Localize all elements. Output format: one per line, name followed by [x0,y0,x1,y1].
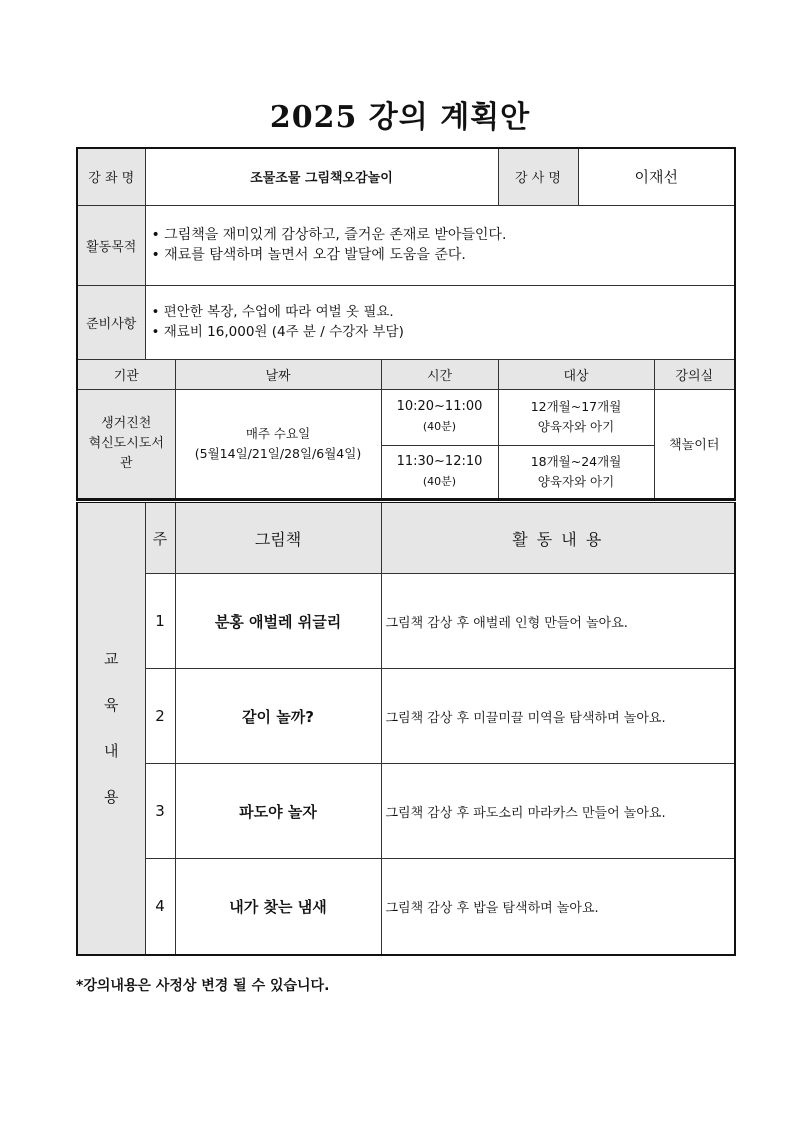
room-cell: 책놀이터 [654,389,735,499]
header-org: 기관 [77,359,175,389]
side-char: 용 [104,788,119,807]
header-target: 대상 [498,359,654,389]
instructor-name: 이재선 [578,148,735,205]
session-time [381,445,498,499]
curriculum-table [76,500,736,956]
book-title: 같이 놀까? [175,669,381,764]
course-info-table [76,147,736,500]
title-year: 2025 [269,100,358,135]
activity-text: 그림책 감상 후 파도소리 마라카스 만들어 놀아요. [381,764,735,859]
week-number: 4 [145,859,175,955]
table-row [77,574,735,669]
header-time: 시간 [381,359,498,389]
page-title [0,92,800,136]
side-char: 교 [104,650,119,669]
purpose-label: 활동목적 [77,205,145,285]
session-target [498,389,654,445]
prep-list [145,285,735,359]
activity-text: 그림책 감상 후 밥을 탐색하며 놀아요. [381,859,735,955]
table-row [77,669,735,764]
header-activity: 활 동 내 용 [381,502,735,574]
prep-label: 준비사항 [77,285,145,359]
purpose-item: • 재료를 탐색하며 놀면서 오감 발달에 도움을 준다. [151,247,466,263]
header-room: 강의실 [654,359,735,389]
table-row [77,859,735,955]
date-line1: 매주 수요일 [245,425,311,441]
session-target-age: 12개월~17개월 [530,399,622,414]
activity-text: 그림책 감상 후 미끌미끌 미역을 탐색하며 놀아요. [381,669,735,764]
header-book: 그림책 [175,502,381,574]
prep-item: • 재료비 16,000원 (4주 분 / 수강자 부담) [151,324,404,340]
purpose-list [145,205,735,285]
prep-item: • 편안한 복장, 수업에 따라 여벌 옷 필요. [151,304,394,320]
side-char: 내 [104,742,119,761]
header-date: 날짜 [175,359,381,389]
curriculum-side-label [77,502,145,955]
session-duration: (40분) [422,420,457,433]
date-line2: (5월14일/21일/28일/6월4일) [194,445,362,461]
date-cell [175,389,381,499]
week-number: 1 [145,574,175,669]
course-name: 조물조물 그림책오감놀이 [145,148,498,205]
book-title: 내가 찾는 냄새 [175,859,381,955]
session-target-who: 양육자와 아기 [537,473,615,489]
title-text: 강의 계획안 [368,100,531,135]
org-cell [77,389,175,499]
purpose-item: • 그림책을 재미있게 감상하고, 즐거운 존재로 받아들인다. [151,227,507,243]
book-title: 파도야 놀자 [175,764,381,859]
session-time [381,389,498,445]
book-title: 분홍 애벌레 위글리 [175,574,381,669]
session-time-range: 10:20~11:00 [396,399,483,414]
org-line2: 혁신도시도서관 [88,435,164,471]
session-target-age: 18개월~24개월 [530,453,622,469]
session-duration: (40분) [422,474,457,488]
week-number: 3 [145,764,175,859]
session-time-range: 11:30~12:10 [396,453,483,469]
session-target-who: 양육자와 아기 [537,419,615,434]
org-line1: 생거진천 [101,415,152,431]
week-number: 2 [145,669,175,764]
footnote: *강의내용은 사정상 변경 될 수 있습니다. [76,978,330,994]
table-row [77,764,735,859]
side-char: 육 [104,696,119,715]
session-target [498,445,654,499]
header-week: 주 [145,502,175,574]
instructor-label: 강 사 명 [498,148,578,205]
activity-text: 그림책 감상 후 애벌레 인형 만들어 놀아요. [381,574,735,669]
course-label: 강 좌 명 [77,148,145,205]
